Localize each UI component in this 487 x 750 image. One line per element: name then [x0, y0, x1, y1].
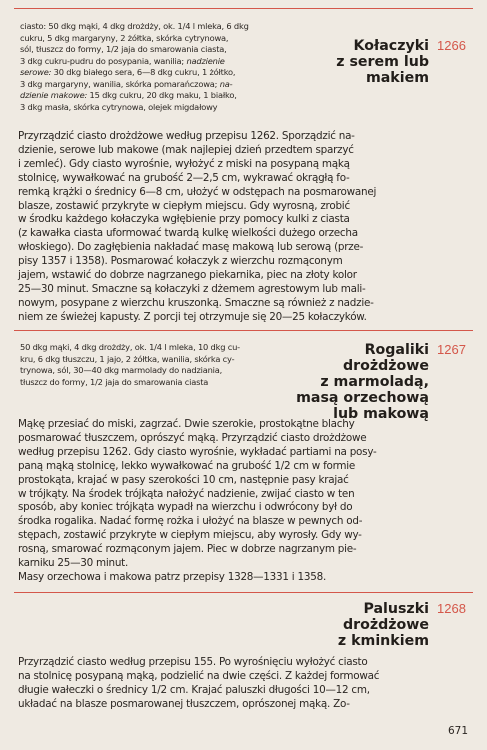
- body-line: włoskiego). Do zagłębienia nakładać masę makową lub serową (prze-: [18, 241, 364, 254]
- recipe-number: 1267: [437, 342, 466, 357]
- ingredient-line: kru, 6 dkg tłuszczu, 1 jajo, 2 żółtka, wanilia, skórka cy-: [20, 353, 235, 364]
- body-line: rosną, smarować rozmąconym jajem. Piec w dobrze nagrzanym pie-: [18, 543, 357, 556]
- recipe-title-1267: [296, 342, 429, 422]
- recipe-number: 1268: [437, 601, 466, 616]
- recipe-number: 1266: [437, 38, 466, 53]
- page-number: 671: [448, 725, 469, 737]
- body-line: posmarować tłuszczem, oprószyć mąką. Przyrządzić ciasto drożdżowe: [18, 431, 367, 444]
- instructions-1268: [18, 656, 379, 712]
- ingredient-line: 3 dkg margaryny, wanilia, skórka pomarańczowa; na-: [20, 78, 233, 89]
- ingredient-line: 50 dkg mąki, 4 dkg drożdży, ok. 1/4 l mleka, 10 dkg cu-: [20, 342, 240, 352]
- section-divider: [14, 330, 473, 331]
- ingredient-line: cukru, 5 dkg margaryny, 2 żółtka, skórka cytrynowa,: [20, 32, 229, 43]
- title-line: Rogaliki: [364, 342, 429, 358]
- title-line: z marmoladą,: [320, 374, 429, 390]
- title-line: makiem: [365, 70, 429, 86]
- body-line: układać na blasze posmarowanej tłuszczem, oprószonej mąką. Zo-: [18, 697, 350, 710]
- ingredient-line: serowe: 30 dkg białego sera, 6—8 dkg cukru, 1 żółtko,: [20, 67, 236, 77]
- body-line: w środku każdego kołaczyka wgłębienie przy pomocy kulki z ciasta: [18, 213, 350, 226]
- body-line: według przepisu 1262. Gdy ciasto wyrośnie, wykładać partiami na posy-: [18, 445, 377, 458]
- body-line: pisy 1357 i 1358). Posmarować kołaczyk z wierzchu rozmąconym: [18, 255, 343, 268]
- title-line: drożdżowe: [342, 617, 429, 633]
- title-line: z serem lub: [336, 54, 429, 70]
- body-line: na stolnicę posypaną mąką, podzielić na dwie części. Z każdej formować: [18, 669, 380, 682]
- body-line: sposób, aby koniec trójkąta wypadł na wierzchu i odwrócony był do: [18, 501, 353, 514]
- ingredient-line: tłuszcz do formy, 1/2 jaja do smarowania ciasta: [20, 376, 209, 387]
- section-divider: [14, 8, 473, 9]
- body-line: remką krążki o średnicy 6—8 cm, ułożyć w odstępach na posmarowanej: [18, 185, 377, 198]
- body-line: jajem, wstawić do dobrze nagrzanego piekarnika, piec na złoty kolor: [18, 269, 357, 282]
- title-line: drożdżowe: [342, 358, 429, 374]
- ingredient-line: sól, tłuszcz do formy, 1/2 jaja do smarowania ciasta,: [20, 44, 227, 54]
- body-line: Mąkę przesiać do miski, zagrzać. Dwie szerokie, prostokątne blachy: [18, 418, 355, 430]
- body-line: 25—30 minut. Smaczne są kołaczyki z dżemem agrestowym lub mali-: [18, 282, 366, 295]
- body-line: w trójkąty. Na środek trójkąta nałożyć nadzienie, zwijać ciasto w ten: [18, 487, 355, 500]
- body-line: Przyrządzić ciasto według przepisu 155. Po wyrośnięciu wyłożyć ciasto: [18, 656, 368, 668]
- title-line: lub makową: [333, 406, 429, 422]
- recipe-title-1268: [338, 601, 429, 649]
- body-line: blasze, zostawić przykryte w ciepłym miejscu. Gdy wyrosną, zrobić: [18, 199, 350, 212]
- body-line: Masy orzechowa i makowa patrz przepisy 1328—1331 i 1358.: [18, 570, 326, 583]
- ingredient-line: trynowa, sól, 30—40 dkg marmolady do nadziania,: [20, 365, 223, 375]
- body-line: Przyrządzić ciasto drożdżowe według przepisu 1262. Sporządzić na-: [18, 130, 355, 142]
- body-line: środka rogalika. Nadać formę rożka i ułożyć na blasze w pewnych od-: [18, 515, 363, 528]
- body-line: nowym, posypane z wierzchu kruszonką. Smaczne są również z nadzie-: [18, 296, 374, 309]
- body-line: stolnicę, wywałkować na grubość 2—2,5 cm, wykrawać okrągłą fo-: [18, 171, 350, 184]
- title-line: Kołaczyki: [353, 38, 429, 54]
- body-line: i zemleć). Gdy ciasto wyrośnie, wyłożyć z miski na posypaną mąką: [18, 157, 350, 170]
- recipe-title-1266: [336, 38, 429, 86]
- body-line: paną mąką stolnicę, lekko wywałkować na grubość 1/2 cm w formie: [18, 459, 356, 472]
- body-line: dzienie, serowe lub makowe (mak najlepiej dzień przedtem sparzyć: [18, 143, 354, 156]
- body-line: prostokąta, krajać w pasy szerokości 10 cm, następnie pasy krajać: [18, 473, 349, 486]
- instructions-1266: [18, 130, 376, 325]
- body-line: karniku 25—30 minut.: [18, 557, 129, 570]
- body-line: długie wałeczki o średnicy 1/2 cm. Krajać paluszki długości 10—12 cm,: [18, 683, 370, 696]
- ingredient-line: 3 dkg masła, skórka cytrynowa, olejek migdałowy: [20, 101, 218, 112]
- body-line: stępach, zostawić przykryte w ciepłym miejscu, aby wyrosły. Gdy wy-: [18, 529, 362, 542]
- ingredients-1266: [20, 21, 249, 113]
- title-line: z kminkiem: [337, 633, 429, 649]
- title-line: masą orzechową: [296, 390, 429, 406]
- body-line: (z kawałka ciasta uformować twardą kulkę wielkości dużego orzecha: [18, 227, 358, 240]
- ingredient-line: ciasto: 50 dkg mąki, 4 dkg drożdży, ok. 1/4 l mleka, 6 dkg: [20, 21, 249, 31]
- ingredients-1267: [20, 342, 240, 388]
- section-divider: [14, 592, 473, 593]
- ingredient-line: dzienie makowe: 15 dkg cukru, 20 dkg maku, 1 białko,: [20, 90, 237, 100]
- title-line: Paluszki: [363, 601, 429, 617]
- body-line: niem ze świeżej kapusty. Z porcji tej otrzymuje się 20—25 kołaczyków.: [18, 310, 367, 323]
- instructions-1267: [18, 418, 377, 585]
- ingredient-line: 3 dkg cukru-pudru do posypania, wanilia; nadzienie: [20, 55, 225, 66]
